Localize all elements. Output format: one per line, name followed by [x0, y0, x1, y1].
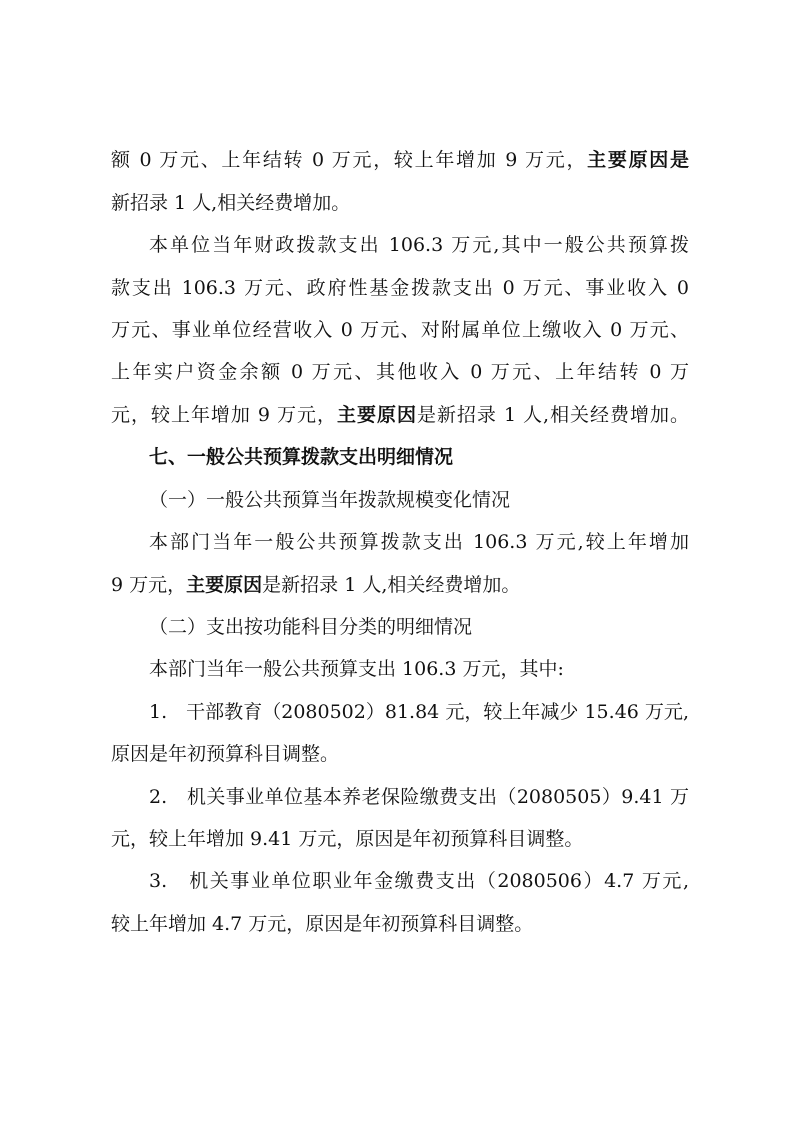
paragraph-line: 本单位当年财政拨款支出 106.3 万元,其中一般公共预算拨: [149, 234, 689, 256]
paragraph-line: 上年实户资金余额 0 万元、其他收入 0 万元、上年结转 0 万: [111, 361, 689, 383]
paragraph-line: 本部门当年一般公共预算支出 106.3 万元，其中:: [149, 658, 564, 680]
paragraph-line: 本部门当年一般公共预算拨款支出 106.3 万元,较上年增加: [149, 531, 689, 553]
paragraph-line: 万元、事业单位经营收入 0 万元、对附属单位上缴收入 0 万元、: [111, 319, 689, 341]
text-run: 元，较上年增加 9 万元，: [111, 404, 338, 426]
text-run: 是新招录 1 人,相关经费增加。: [416, 404, 689, 426]
bold-text-run: 主要原因: [337, 404, 417, 426]
subsection-heading: （二）支出按功能科目分类的明细情况: [149, 616, 473, 638]
list-item-line: 3. 机关事业单位职业年金缴费支出（2080506）4.7 万元,: [149, 870, 689, 892]
subsection-heading: （一）一般公共预算当年拨款规模变化情况: [149, 489, 511, 511]
text-run: 是新招录 1 人,相关经费增加。: [262, 574, 521, 596]
list-item-line: 2. 机关事业单位基本养老保险缴费支出（2080505）9.41 万: [149, 786, 689, 808]
paragraph-line: 款支出 106.3 万元、政府性基金拨款支出 0 万元、事业收入 0: [111, 277, 689, 299]
paragraph-line: [111, 402, 689, 428]
list-item-line: 元，较上年增加 9.41 万元，原因是年初预算科目调整。: [111, 828, 584, 850]
paragraph-line: 新招录 1 人,相关经费增加。: [111, 192, 351, 214]
paragraph-line: [111, 572, 520, 598]
list-item-line: 1. 干部教育（2080502）81.84 元，较上年减少 15.46 万元,: [149, 701, 689, 723]
list-item-line: 原因是年初预算科目调整。: [111, 743, 340, 765]
bold-text-run: 主要原因是: [587, 149, 689, 171]
text-run: 额 0 万元、上年结转 0 万元，较上年增加 9 万元，: [111, 149, 588, 171]
section-heading: 七、一般公共预算拨款支出明细情况: [149, 446, 454, 468]
paragraph-line: [111, 147, 689, 173]
text-run: 9 万元，: [111, 574, 187, 596]
bold-text-run: 主要原因: [186, 574, 263, 596]
list-item-line: 较上年增加 4.7 万元，原因是年初预算科目调整。: [111, 913, 534, 935]
